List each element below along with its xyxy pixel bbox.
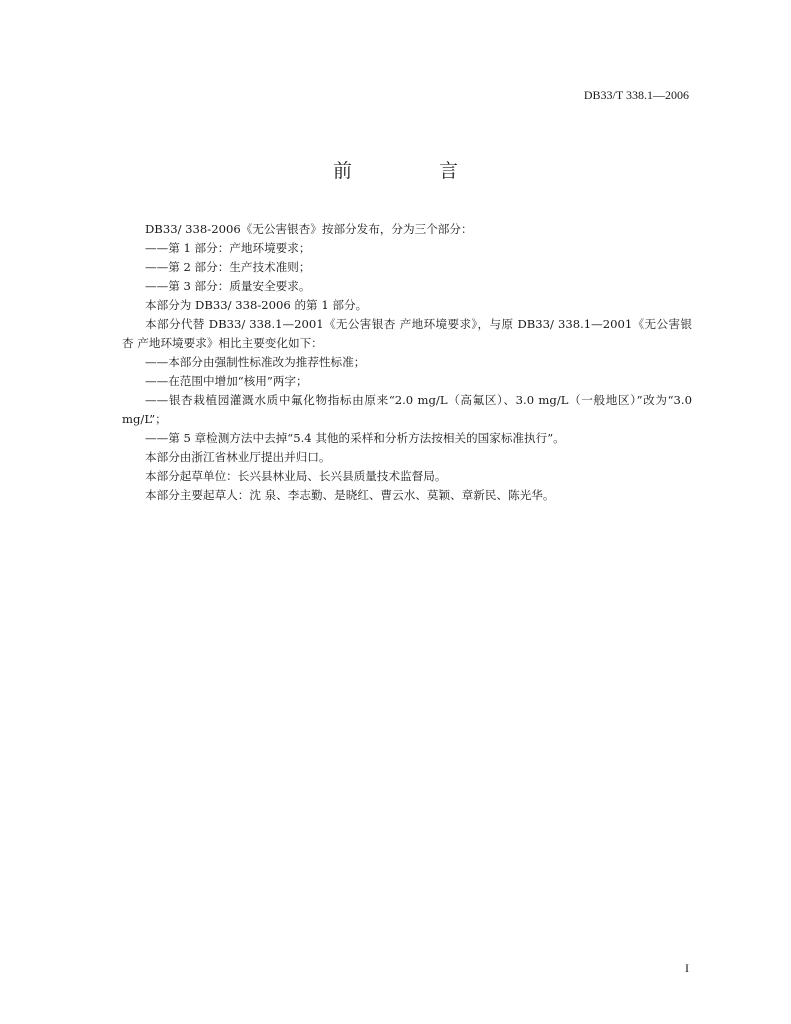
paragraph: 本部分主要起草人：沈 泉、李志勤、是晓红、曹云水、莫颖、章新民、陈光华。 xyxy=(145,488,555,502)
list-item: ——本部分由强制性标准改为推荐性标准； xyxy=(145,355,366,369)
list-item: ——银杏栽植园灌溉水质中氟化物指标由原来“2.0 mg/L（高氟区）、3.0 mg/L（一般地区）”改为“3.0 mg/L”； xyxy=(122,393,692,426)
list-item: ——第 5 章检测方法中去掉“5.4 其他的采样和分析方法按相关的国家标准执行”。 xyxy=(145,431,565,445)
list-item: ——第 3 部分：质量安全要求。 xyxy=(145,279,311,293)
list-item: ——第 2 部分：生产技术准则； xyxy=(145,260,311,274)
paragraph: 本部分起草单位：长兴县林业局、长兴县质量技术监督局。 xyxy=(145,469,447,483)
page-title: 前 言 xyxy=(332,160,492,182)
list-item: ——在范围中增加“核用”两字； xyxy=(145,374,308,388)
paragraph: 本部分为 DB33/ 338-2006 的第 1 部分。 xyxy=(145,298,368,312)
paragraph: DB33/ 338-2006《无公害银杏》按部分发布，分为三个部分： xyxy=(145,222,473,236)
list-item: ——第 1 部分：产地环境要求； xyxy=(145,241,311,255)
paragraph: 本部分代替 DB33/ 338.1—2001《无公害银杏 产地环境要求》，与原 DB33/ 338.1—2001《无公害银杏 产地环境要求》相比主要变化如下： xyxy=(122,317,692,350)
document-code: DB33/T 338.1—2006 xyxy=(583,88,689,102)
foreword-body xyxy=(122,220,692,505)
paragraph: 本部分由浙江省林业厅提出并归口。 xyxy=(145,450,331,464)
page-number: I xyxy=(685,961,689,975)
